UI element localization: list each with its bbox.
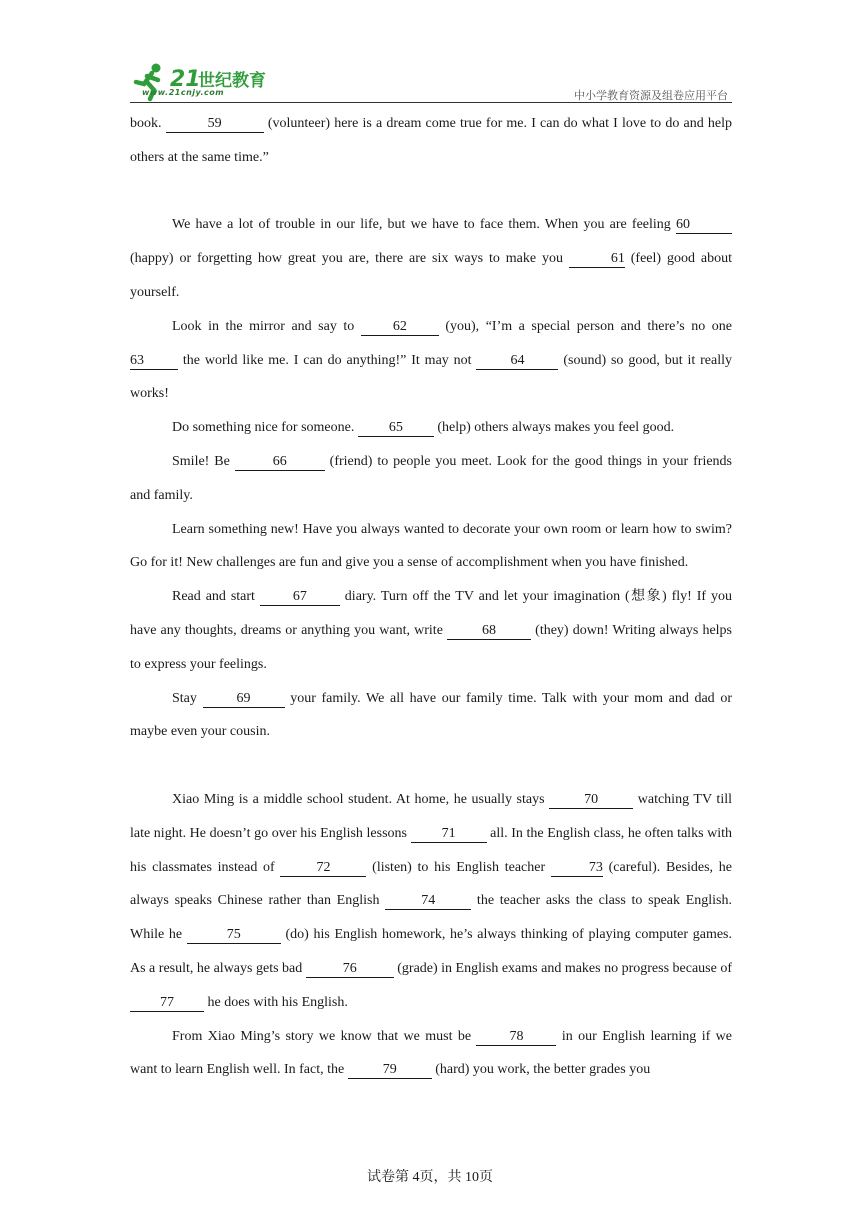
paragraph: We have a lot of trouble in our life, but we have to face them. When you are feeling 60 (happy) or forgetting how great you are, there are six ways to make you 61 (feel) good about yourself. bbox=[130, 217, 732, 300]
answer-blank[interactable]: 79 bbox=[348, 1062, 432, 1079]
answer-blank[interactable]: 69 bbox=[203, 691, 285, 708]
svg-text:21: 21 bbox=[170, 67, 201, 92]
answer-blank[interactable]: 61 bbox=[569, 251, 625, 268]
answer-blank[interactable]: 74 bbox=[385, 893, 471, 910]
answer-blank[interactable]: 68 bbox=[447, 623, 531, 640]
answer-blank[interactable]: 66 bbox=[235, 454, 325, 471]
answer-blank[interactable]: 77 bbox=[130, 995, 204, 1012]
paragraph: Do something nice for someone. 65 (help) others always makes you feel good. bbox=[172, 420, 675, 436]
header-divider bbox=[130, 102, 732, 103]
answer-blank[interactable]: 71 bbox=[411, 826, 487, 843]
platform-title: 中小学教育资源及组卷应用平台 bbox=[574, 89, 728, 102]
answer-blank[interactable]: 73 bbox=[551, 860, 603, 877]
paragraph: Learn something new! Have you always wanted to decorate your own room or learn how to swim? Go for it! New challenges are fun and give you a sense of accomplishment when you have finished. bbox=[130, 521, 732, 571]
paragraph: book. 59 (volunteer) here is a dream come true for me. I can do what I love to do and help others at the same time.” bbox=[130, 116, 732, 165]
answer-blank[interactable]: 72 bbox=[280, 860, 366, 877]
paragraph: From Xiao Ming’s story we know that we must be 78 in our English learning if we want to learn English well. In fact, the 79 (hard) you work, the better grades you bbox=[130, 1028, 732, 1078]
svg-text:世纪教育: 世纪教育 bbox=[198, 71, 266, 91]
answer-blank[interactable]: 70 bbox=[549, 792, 633, 809]
answer-blank[interactable]: 59 bbox=[166, 116, 264, 133]
paragraph: Xiao Ming is a middle school student. At home, he usually stays 70 watching TV till late night. He doesn’t go over his English lessons 71 all. In the English class, he often talks with his classmates instead of 72 (listen) to his English teacher 73 (careful). Besides, he always speaks Chinese rather than English 74 the teacher asks the class to speak English. While he 75 (do) his English homework, he’s always thinking of playing computer games. As a result, he always gets bad 76 (grade) in English exams and makes no progress because of 77 he does with his English. bbox=[130, 791, 733, 1010]
answer-blank[interactable]: 60 bbox=[676, 217, 732, 234]
answer-blank[interactable]: 78 bbox=[476, 1029, 556, 1046]
paragraph: Look in the mirror and say to 62 (you), “I’m a special person and there’s no one 63 the world like me. I can do anything!” It may not 64 (sound) so good, but it really works! bbox=[130, 318, 733, 402]
answer-blank[interactable]: 62 bbox=[361, 319, 439, 336]
page-number: 试卷第 4页，共 10页 bbox=[367, 1170, 493, 1185]
paragraph: Read and start 67 diary. Turn off the TV and let your imagination (想象) fly! If you have any thoughts, dreams or anything you want, write 68 (they) down! Writing always helps to express your feelings. bbox=[130, 589, 732, 672]
answer-blank[interactable]: 75 bbox=[187, 927, 281, 944]
exam-content bbox=[130, 107, 732, 1087]
answer-blank[interactable]: 67 bbox=[260, 589, 340, 606]
answer-blank[interactable]: 64 bbox=[476, 353, 558, 370]
paragraph: Smile! Be 66 (friend) to people you meet. Look for the good things in your friends and family. bbox=[130, 453, 732, 503]
paragraph: Stay 69 your family. We all have our family time. Talk with your mom and dad or maybe even your cousin. bbox=[130, 690, 732, 740]
site-logo bbox=[130, 62, 280, 102]
answer-blank[interactable]: 63 bbox=[130, 353, 178, 370]
answer-blank[interactable]: 65 bbox=[358, 420, 434, 437]
answer-blank[interactable]: 76 bbox=[306, 961, 394, 978]
page-header bbox=[130, 62, 732, 104]
logo-url-text: www.21cnjy.com bbox=[142, 88, 225, 97]
